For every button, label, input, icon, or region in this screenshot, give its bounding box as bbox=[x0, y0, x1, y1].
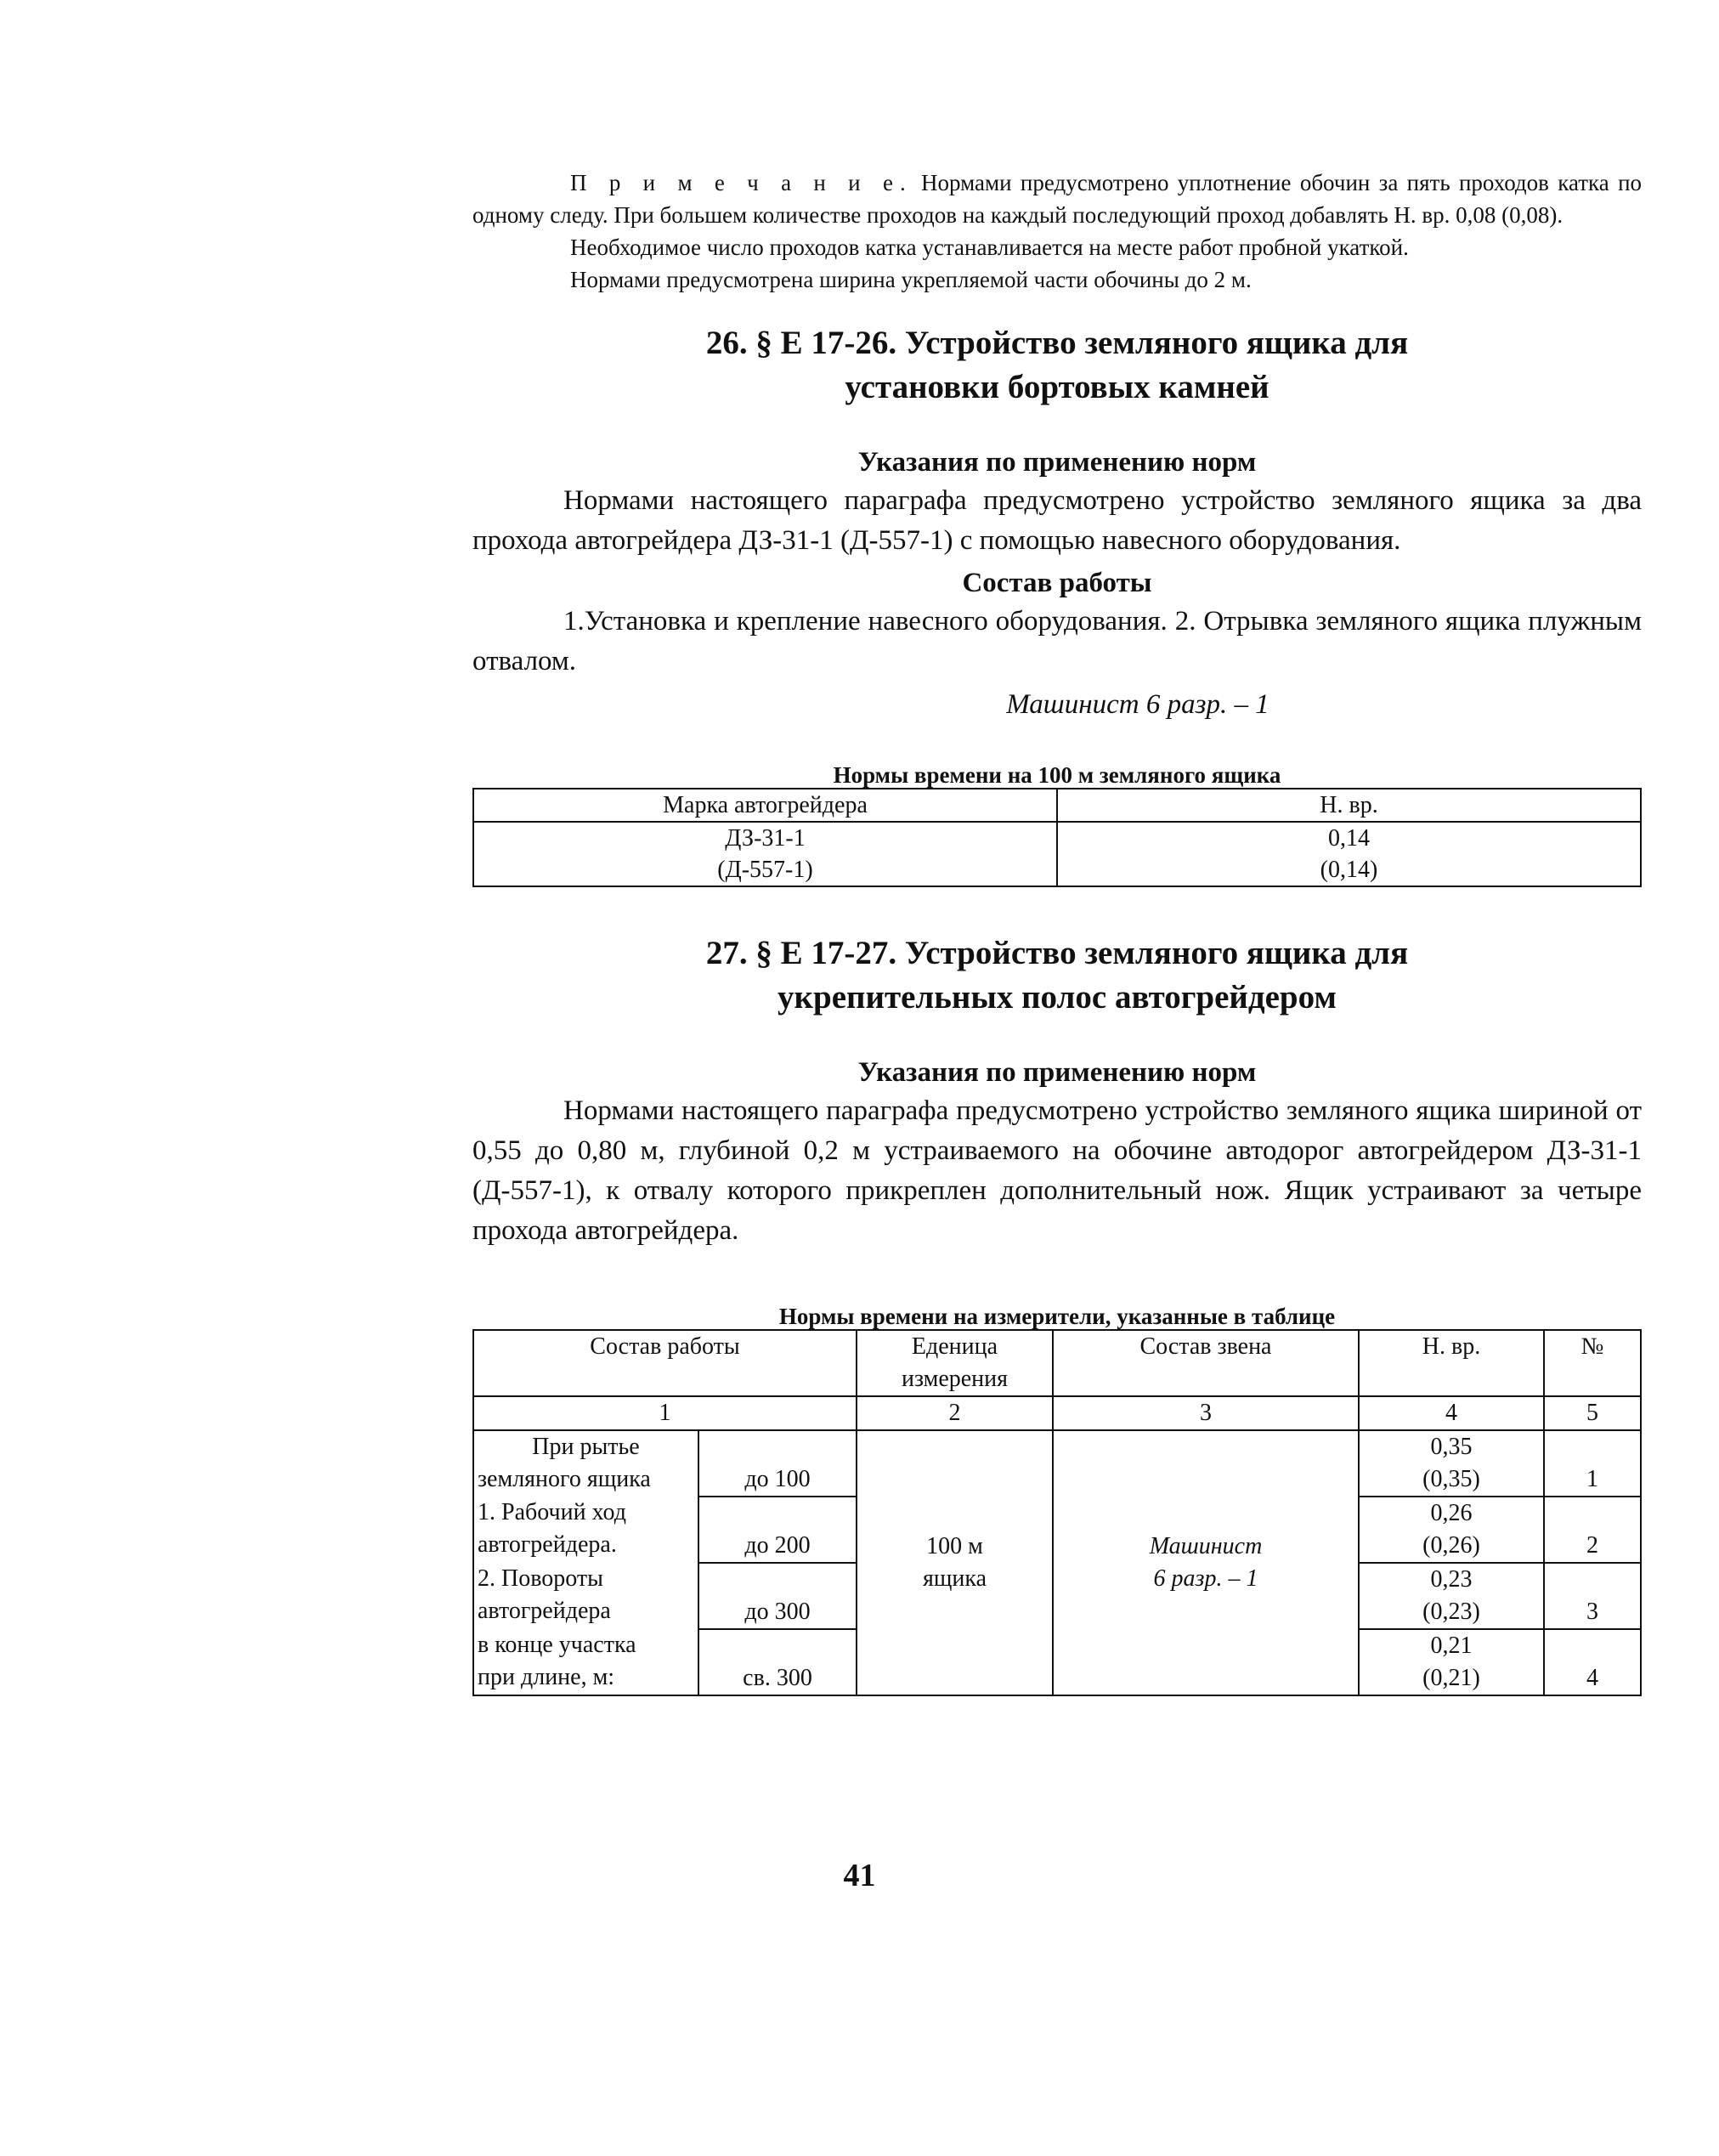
norm-line: 0,21 bbox=[1430, 1633, 1473, 1659]
desc-line: автогрейдера. bbox=[478, 1531, 617, 1558]
section-26-table-caption: Нормы времени на 100 м земляного ящика bbox=[833, 762, 1281, 788]
norm-line: (0,26) bbox=[1422, 1532, 1480, 1559]
num-cell-2: 2 bbox=[857, 1396, 1053, 1430]
page-content bbox=[472, 167, 1642, 1696]
number-cell: 1 bbox=[1544, 1430, 1641, 1497]
note-text-2: Необходимое число проходов катка устанавливается на месте работ пробной укаткой. bbox=[570, 235, 1409, 260]
desc-line: 2. Повороты bbox=[478, 1565, 603, 1592]
unit-cell bbox=[857, 1430, 1053, 1695]
desc-line: при длине, м: bbox=[478, 1664, 615, 1690]
desc-line: При рытье bbox=[532, 1434, 640, 1460]
norm-cell bbox=[1359, 1430, 1544, 1497]
page-number: 41 bbox=[843, 1858, 876, 1893]
header-cell-norm: Н. вр. bbox=[1057, 789, 1641, 822]
norm-cell bbox=[1359, 1497, 1544, 1563]
header-cell-work: Состав работы bbox=[473, 1330, 857, 1396]
cell-mark-line2: (Д-557-1) bbox=[717, 857, 813, 883]
section-27-table bbox=[472, 1329, 1642, 1696]
section-27-usage-heading: Указания по применению норм bbox=[857, 1057, 1257, 1088]
table-header-row bbox=[473, 789, 1641, 822]
length-cell: св. 300 bbox=[698, 1629, 857, 1695]
desc-line: в конце участка bbox=[478, 1632, 636, 1658]
unit-line2: ящика bbox=[922, 1565, 987, 1592]
header-cell-mark: Марка автогрейдера bbox=[473, 789, 1057, 822]
section-26-title bbox=[472, 321, 1642, 410]
section-26-usage-heading: Указания по применению норм bbox=[857, 447, 1257, 478]
section-27-title-line1: 27. § Е 17-27. Устройство земляного ящика для bbox=[705, 935, 1409, 971]
section-26-work-heading: Состав работы bbox=[962, 568, 1152, 598]
note-label: П р и м е ч а н и е. bbox=[570, 170, 913, 195]
section-26-title-line1: 26. § Е 17-26. Устройство земляного ящика для bbox=[705, 325, 1409, 361]
crew-line1: Машинист bbox=[1149, 1533, 1263, 1559]
length-cell: до 200 bbox=[698, 1497, 857, 1563]
number-cell: 3 bbox=[1544, 1563, 1641, 1629]
cell-mark-line1: ДЗ-31-1 bbox=[725, 825, 806, 852]
table-numbering-row bbox=[473, 1396, 1641, 1430]
section-26-usage-text: Нормами настоящего параграфа предусмотрено устройство земляного ящика за два прохода автогрейдера ДЗ-31-1 (Д-557-1) с помощью навесного оборудования. bbox=[472, 485, 1642, 556]
crew-cell bbox=[1053, 1430, 1359, 1695]
length-cell: до 100 bbox=[698, 1430, 857, 1497]
crew-line2: 6 разр. – 1 bbox=[1153, 1565, 1258, 1592]
table-row bbox=[473, 822, 1641, 886]
norm-line: 0,26 bbox=[1430, 1500, 1473, 1526]
desc-cell bbox=[473, 1563, 698, 1629]
number-cell: 4 bbox=[1544, 1629, 1641, 1695]
cell-norm-line1: 0,14 bbox=[1328, 825, 1370, 852]
header-unit-line2: измерения bbox=[901, 1366, 1009, 1392]
section-26-table bbox=[472, 788, 1642, 887]
cell-mark bbox=[473, 822, 1057, 886]
header-cell-number: № bbox=[1544, 1330, 1641, 1396]
header-cell-crew: Состав звена bbox=[1053, 1330, 1359, 1396]
cell-norm bbox=[1057, 822, 1641, 886]
table-row bbox=[473, 1430, 1641, 1497]
desc-line: 1. Рабочий ход bbox=[478, 1499, 626, 1525]
section-26-title-line2: установки бортовых камней bbox=[845, 369, 1269, 405]
num-cell-5: 5 bbox=[1544, 1396, 1641, 1430]
header-unit-line1: Еденица bbox=[911, 1333, 998, 1360]
desc-cell bbox=[473, 1629, 698, 1695]
norm-cell bbox=[1359, 1629, 1544, 1695]
desc-line: земляного ящика bbox=[478, 1466, 651, 1492]
section-26-work-text: 1.Установка и крепление навесного оборудования. 2. Отрывка земляного ящика плужным отвалом. bbox=[472, 606, 1642, 676]
length-cell: до 300 bbox=[698, 1563, 857, 1629]
num-cell-4: 4 bbox=[1359, 1396, 1544, 1430]
norm-cell bbox=[1359, 1563, 1544, 1629]
note-text-1: Нормами предусмотрено уплотнение обочин за пять проходов катка по одному следу. При большем количестве проходов на каждый последующий проход добавлять Н. вр. 0,08 (0,08). bbox=[472, 170, 1643, 228]
norm-line: (0,21) bbox=[1422, 1665, 1480, 1691]
section-26-worker: Машинист 6 разр. – 1 bbox=[1006, 689, 1269, 720]
cell-norm-line2: (0,14) bbox=[1320, 857, 1378, 883]
norm-line: (0,35) bbox=[1422, 1466, 1480, 1492]
num-cell-1: 1 bbox=[473, 1396, 857, 1430]
number-cell: 2 bbox=[1544, 1497, 1641, 1563]
header-cell-unit bbox=[857, 1330, 1053, 1396]
table-header-row bbox=[473, 1330, 1641, 1396]
note-text-3: Нормами предусмотрена ширина укрепляемой части обочины до 2 м. bbox=[570, 267, 1252, 292]
desc-cell bbox=[473, 1430, 698, 1497]
norm-line: (0,23) bbox=[1422, 1599, 1480, 1625]
header-cell-norm: Н. вр. bbox=[1359, 1330, 1544, 1396]
norm-line: 0,23 bbox=[1430, 1566, 1473, 1593]
num-cell-3: 3 bbox=[1053, 1396, 1359, 1430]
unit-line1: 100 м bbox=[926, 1533, 983, 1559]
norm-line: 0,35 bbox=[1430, 1434, 1473, 1460]
section-27-usage-text: Нормами настоящего параграфа предусмотрено устройство земляного ящика шириной от 0,55 до 0,80 м, глубиной 0,2 м устраиваемого на обочине автодорог автогрейдером ДЗ-31-1 (Д-557-1), к отвалу которого прикреплен дополнительный нож. Ящик устраивают за четыре прохода автогрейдера. bbox=[472, 1095, 1642, 1246]
note-paragraph bbox=[472, 167, 1642, 231]
section-27-table-caption: Нормы времени на измерители, указанные в таблице bbox=[778, 1304, 1336, 1329]
section-27-title bbox=[472, 931, 1642, 1020]
desc-line: автогрейдера bbox=[478, 1598, 611, 1624]
section-27-title-line2: укрепительных полос автогрейдером bbox=[778, 979, 1337, 1016]
desc-cell bbox=[473, 1497, 698, 1563]
